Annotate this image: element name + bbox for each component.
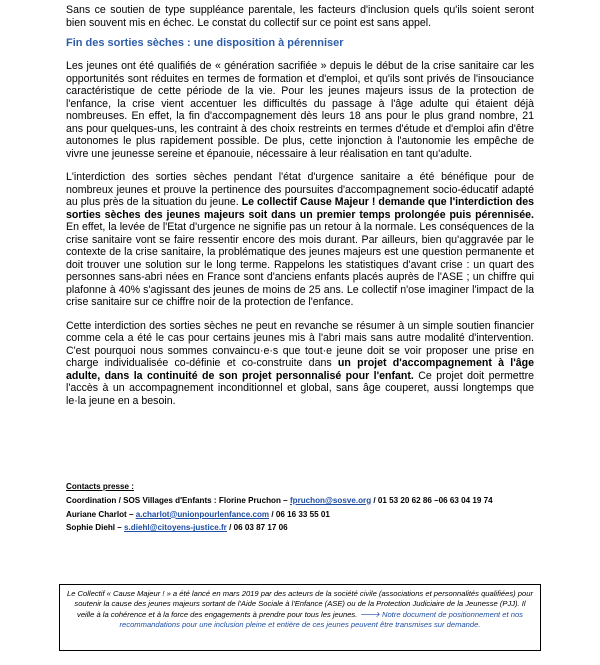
paragraph-project xyxy=(66,320,534,408)
intro-paragraph: Sans ce soutien de type suppléance parentale, les facteurs d'inclusion quels qu'ils soient seront bien souvent mis en échec. Le constat du collectif sur ce point est sans appel. xyxy=(66,4,534,29)
collective-description: Le Collectif « Cause Majeur ! » a été lancé en mars 2019 par des acteurs de la société civile (associations et personnalités qualifiées) pour soutenir la cause des jeunes majeurs sortant de l'Aide Sociale à l'Enfance (ASE) ou de la Protection Judiciaire de la Jeunesse (PJJ). Il veille à la cohérence et à la force des engagements à prendre pour tous les jeunes. xyxy=(66,589,533,619)
contact-line-diehl xyxy=(66,521,536,535)
paragraph-project-text-a: Cette interdiction des sorties sèches ne peut en revanche se résumer à un simple soutien financier comme cela a été le cas pour certains jeunes mis à l'abri mais sans autre modalité d'intervention. C'est pourquoi nous sommes convaincu·e·s que tout·e jeune doit se voir proposer une prise en charge individualisée co-définie et co-construite dans xyxy=(66,319,534,369)
paragraph-project-text-b: Ce projet doit permettre l'accès à un accompagnement inconditionnel et global, sans âge couperet, aussi longtemps que le·la jeune en a besoin. xyxy=(66,369,534,407)
contact-line-coordination xyxy=(66,494,536,508)
contact-phone: / 06 03 87 17 06 xyxy=(229,523,288,533)
press-contacts xyxy=(66,480,536,535)
contact-label: Coordination / SOS Villages d'Enfants : Florine Pruchon – xyxy=(66,495,288,505)
arrow-icon: 🡒 xyxy=(359,609,380,619)
section-title: Fin des sorties sèches : une disposition à pérenniser xyxy=(66,37,344,49)
document-body xyxy=(66,4,534,418)
paragraph-generation: Les jeunes ont été qualifiés de « génération sacrifiée » depuis le début de la crise sanitaire car les opportunités sont réduites en termes de formation et d'emploi, et qu'ils sont privés de l'insouciance caractéristique de cette période de la vie. Pour les jeunes majeurs issus de la protection de l'enfance, la crise vient accentuer les difficultés du passage à l'âge adulte qui étaient déjà nombreuses. En effet, la fin d'accompagnement dès leurs 18 ans pour le plus grand nombre, 21 ans pour quelques-uns, les contraint à des choix restreints en termes d'étude et d'emploi afin d'être autonomes le plus rapidement possible. De plus, cette injonction à l'autonomie les empêche de vivre une jeunesse sereine et épanouie, nécessaire à leur réalisation en tant qu'adulte. xyxy=(66,60,534,160)
contact-label: Auriane Charlot – xyxy=(66,509,134,519)
paragraph-interdiction xyxy=(66,171,534,309)
contact-email-link[interactable]: a.charlot@unionpourlenfance.com xyxy=(135,509,270,519)
contact-phone: / 01 53 20 62 86 –06 63 04 19 74 xyxy=(373,495,493,505)
paragraph-interdiction-text-a: L'interdiction des sorties sèches pendant l'état d'urgence sanitaire a été bénéfique pour de nombreux jeunes et prouve la pertinence des poursuites d'accompagnement socio-éducatif adapté au plus près de la situation du jeune. xyxy=(66,171,534,208)
contact-label: Sophie Diehl – xyxy=(66,523,122,533)
contact-email-link[interactable]: fpruchon@sosve.org xyxy=(289,495,372,505)
contacts-title: Contacts presse : xyxy=(66,482,134,491)
paragraph-interdiction-demand: Le collectif Cause Majeur ! demande que l'interdiction des sorties sèches des jeunes majeurs soit dans un premier temps prolongée puis pérennisée. xyxy=(66,196,534,221)
collective-info-box xyxy=(59,584,541,651)
contact-email-link[interactable]: s.diehl@citoyens-justice.fr xyxy=(124,523,227,533)
contact-phone: / 06 16 33 55 01 xyxy=(271,509,330,519)
paragraph-project-emphasis: un projet d'accompagnement à l'âge adulte, dans la continuité de son projet personnalisé pour l'enfant. xyxy=(66,357,534,382)
contact-line-charlot xyxy=(66,508,536,522)
collective-document-note: Notre document de positionnement et nos recommandations pour une inclusion pleine et entière de ces jeunes peuvent être transmises sur demande. xyxy=(119,609,523,630)
paragraph-interdiction-text-b: En effet, la levée de l'Etat d'urgence ne signifie pas un retour à la normale. Les conséquences de la crise sanitaire vont se faire ressentir encore des mois durant. Par ailleurs, bien qu'aggravée par le contexte de la crise sanitaire, la problématique des jeunes majeurs est une question permanente et doit trouver une solution sur le long terme. Rappelons les statistiques d'avant crise : un quart des personnes sans-abri nées en France sont d'anciens enfants placés auprès de l'ASE ; un chiffre qui plafonne à 40% s'agissant des jeunes de moins de 25 ans. Le collectif n'ose imaginer l'impact de la crise sanitaire sur ce chiffre noir de la protection de l'enfance. xyxy=(66,221,534,308)
